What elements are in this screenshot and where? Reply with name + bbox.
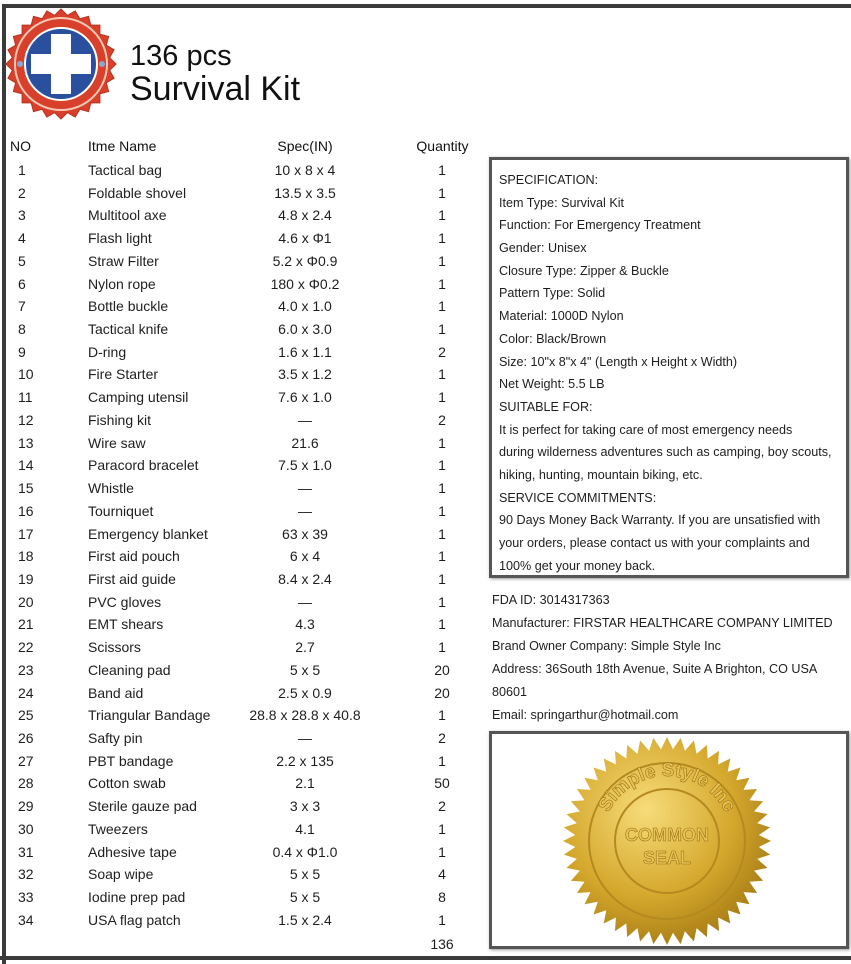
item-quantity: 8 bbox=[438, 889, 446, 906]
spec-line: SPECIFICATION: bbox=[499, 173, 599, 187]
item-number: 32 bbox=[18, 866, 34, 883]
table-row bbox=[0, 685, 480, 707]
item-quantity: 1 bbox=[438, 207, 446, 224]
table-row bbox=[0, 435, 480, 457]
item-name: PVC gloves bbox=[88, 593, 162, 610]
item-spec: 6.0 x 3.0 bbox=[278, 321, 332, 338]
item-quantity: 1 bbox=[438, 707, 446, 724]
item-spec: 0.4 x Φ1.0 bbox=[272, 843, 338, 860]
item-number: 14 bbox=[18, 457, 34, 474]
item-spec: 21.6 bbox=[291, 434, 319, 451]
item-spec: 4.1 bbox=[295, 820, 315, 837]
table-row bbox=[0, 707, 480, 729]
item-number: 28 bbox=[18, 775, 34, 792]
item-quantity: 50 bbox=[434, 775, 450, 792]
item-number: 16 bbox=[18, 502, 34, 519]
item-name: EMT shears bbox=[88, 616, 164, 633]
item-name: Tactical knife bbox=[88, 321, 169, 338]
item-quantity: 2 bbox=[438, 411, 446, 428]
item-number: 21 bbox=[18, 616, 34, 633]
item-number: 9 bbox=[18, 343, 26, 360]
header-quantity: Quantity bbox=[416, 138, 469, 154]
item-number: 19 bbox=[18, 570, 34, 587]
item-spec: 1.5 x 2.4 bbox=[278, 911, 332, 928]
info-line: FDA ID: 3014317363 bbox=[492, 593, 610, 607]
kit-title: Survival Kit bbox=[130, 70, 301, 108]
item-quantity: 1 bbox=[438, 548, 446, 565]
table-row bbox=[0, 821, 480, 843]
spec-line: SUITABLE FOR: bbox=[499, 399, 593, 414]
item-name: First aid pouch bbox=[88, 548, 180, 565]
item-spec: 4.6 x Φ1 bbox=[278, 230, 332, 247]
info-line: Address: 36South 18th Avenue, Suite A Brighton, CO USA bbox=[492, 662, 818, 676]
item-spec: — bbox=[298, 593, 312, 610]
table-row bbox=[0, 366, 480, 388]
table-row bbox=[0, 457, 480, 479]
item-name: Band aid bbox=[88, 684, 144, 701]
item-quantity: 1 bbox=[438, 457, 446, 474]
item-spec: 10 x 8 x 4 bbox=[274, 162, 336, 178]
total-quantity: 136 bbox=[430, 936, 454, 952]
item-quantity: 4 bbox=[438, 866, 446, 883]
item-name: Iodine prep pad bbox=[88, 889, 186, 906]
spec-line: 100% get your money back. bbox=[499, 558, 656, 573]
table-row bbox=[0, 798, 480, 820]
item-name: Scissors bbox=[88, 639, 141, 656]
item-quantity: 1 bbox=[438, 843, 446, 860]
item-spec: 1.6 x 1.1 bbox=[278, 343, 332, 360]
item-number: 31 bbox=[18, 843, 34, 860]
item-quantity: 20 bbox=[434, 684, 450, 701]
item-quantity: 1 bbox=[438, 911, 446, 928]
seal-center-line1: COMMON bbox=[625, 825, 709, 845]
spec-line: Pattern Type: Solid bbox=[499, 286, 606, 301]
item-quantity: 1 bbox=[438, 252, 446, 269]
item-number: 33 bbox=[18, 889, 34, 906]
item-name: Foldable shovel bbox=[88, 184, 187, 201]
item-spec: 7.6 x 1.0 bbox=[278, 389, 332, 406]
table-row bbox=[0, 321, 480, 343]
table-row bbox=[0, 775, 480, 797]
item-name: Soap wipe bbox=[88, 866, 154, 883]
item-name: Fishing kit bbox=[88, 411, 152, 428]
info-line: Brand Owner Company: Simple Style Inc bbox=[492, 639, 721, 653]
piece-count-title: 136 pcs bbox=[130, 40, 232, 72]
item-name: Bottle buckle bbox=[88, 298, 169, 315]
item-number: 15 bbox=[18, 480, 34, 497]
table-row bbox=[0, 276, 480, 298]
table-row bbox=[0, 730, 480, 752]
item-name: Emergency blanket bbox=[88, 525, 208, 542]
item-quantity: 20 bbox=[434, 661, 450, 678]
item-number: 7 bbox=[18, 298, 26, 315]
item-spec: 8.4 x 2.4 bbox=[278, 570, 332, 587]
item-spec: 2.5 x 0.9 bbox=[278, 684, 332, 701]
item-name: Camping utensil bbox=[88, 389, 189, 406]
spec-line: hiking, hunting, mountain biking, etc. bbox=[499, 467, 703, 482]
item-quantity: 1 bbox=[438, 162, 446, 178]
item-number: 29 bbox=[18, 798, 34, 815]
item-quantity: 1 bbox=[438, 525, 446, 542]
table-row bbox=[0, 548, 480, 570]
specification-box bbox=[489, 157, 849, 578]
table-row bbox=[0, 866, 480, 888]
item-quantity: 1 bbox=[438, 502, 446, 519]
item-name: Paracord bracelet bbox=[88, 457, 199, 474]
item-number: 5 bbox=[18, 252, 26, 269]
first-aid-cross-logo-icon bbox=[5, 8, 117, 120]
item-name: PBT bandage bbox=[88, 752, 174, 769]
item-number: 6 bbox=[18, 275, 26, 292]
gold-seal-icon bbox=[562, 736, 772, 946]
item-spec: 5 x 5 bbox=[289, 661, 321, 678]
spec-line: Net Weight: 5.5 LB bbox=[499, 377, 605, 392]
item-name: Tweezers bbox=[88, 820, 148, 837]
item-number: 4 bbox=[18, 230, 26, 247]
table-row bbox=[0, 526, 480, 548]
item-number: 11 bbox=[18, 389, 33, 406]
item-name: Adhesive tape bbox=[88, 843, 177, 860]
item-name: Fire Starter bbox=[88, 366, 159, 383]
item-quantity: 1 bbox=[438, 230, 446, 247]
item-number: 8 bbox=[18, 321, 26, 338]
item-quantity: 1 bbox=[438, 639, 446, 656]
table-row bbox=[0, 298, 480, 320]
header-no: NO bbox=[10, 138, 31, 154]
item-spec: 4.3 bbox=[295, 616, 315, 633]
item-spec: 2.7 bbox=[295, 639, 315, 656]
item-quantity: 2 bbox=[438, 730, 446, 746]
item-number: 10 bbox=[18, 366, 34, 383]
item-spec: — bbox=[298, 502, 312, 519]
item-spec: — bbox=[298, 730, 312, 746]
table-row bbox=[0, 185, 480, 207]
spec-line: Function: For Emergency Treatment bbox=[499, 218, 701, 233]
table-row bbox=[0, 480, 480, 502]
table-row bbox=[0, 344, 480, 366]
item-number: 25 bbox=[18, 707, 34, 724]
item-quantity: 2 bbox=[438, 798, 446, 815]
item-quantity: 1 bbox=[438, 389, 446, 406]
item-quantity: 1 bbox=[438, 434, 446, 451]
item-number: 13 bbox=[18, 434, 34, 451]
table-row bbox=[0, 594, 480, 616]
item-name: Tactical bag bbox=[88, 162, 162, 178]
spec-line: 90 Days Money Back Warranty. If you are unsatisfied with bbox=[499, 513, 821, 528]
item-spec: 3.5 x 1.2 bbox=[278, 366, 332, 383]
item-name: Triangular Bandage bbox=[88, 707, 211, 724]
item-number: 2 bbox=[18, 184, 26, 201]
table-row bbox=[0, 662, 480, 684]
item-spec: 5 x 5 bbox=[289, 889, 321, 906]
bottom-border bbox=[0, 956, 851, 960]
spec-line: Color: Black/Brown bbox=[499, 331, 607, 346]
table-row bbox=[0, 389, 480, 411]
item-name: USA flag patch bbox=[88, 911, 181, 928]
item-quantity: 1 bbox=[438, 820, 446, 837]
item-name: Straw Filter bbox=[88, 252, 159, 269]
item-quantity: 2 bbox=[438, 343, 446, 360]
item-quantity: 1 bbox=[438, 752, 446, 769]
item-number: 17 bbox=[18, 525, 34, 542]
item-number: 18 bbox=[18, 548, 34, 565]
item-spec: 6 x 4 bbox=[289, 548, 321, 565]
item-number: 22 bbox=[18, 639, 34, 656]
item-name: Whistle bbox=[88, 480, 134, 497]
item-spec: 2.2 x 135 bbox=[276, 752, 334, 769]
item-name: Cotton swab bbox=[88, 775, 166, 792]
item-name: Sterile gauze pad bbox=[88, 798, 197, 815]
table-row bbox=[0, 844, 480, 866]
item-quantity: 1 bbox=[438, 298, 446, 315]
item-quantity: 1 bbox=[438, 616, 446, 633]
spec-line: during wilderness adventures such as camping, boy scouts, bbox=[499, 445, 832, 460]
item-number: 3 bbox=[18, 207, 26, 224]
item-number: 12 bbox=[18, 411, 34, 428]
spec-line: Closure Type: Zipper & Buckle bbox=[499, 263, 669, 278]
item-spec: 5 x 5 bbox=[289, 866, 321, 883]
table-row bbox=[0, 412, 480, 434]
item-spec: 63 x 39 bbox=[282, 525, 328, 542]
info-line: Manufacturer: FIRSTAR HEALTHCARE COMPANY LIMITED bbox=[492, 616, 833, 630]
item-name: Nylon rope bbox=[88, 275, 156, 292]
item-number: 34 bbox=[18, 911, 34, 928]
table-row bbox=[0, 639, 480, 661]
item-name: Safty pin bbox=[88, 730, 143, 746]
item-spec: 2.1 bbox=[295, 775, 315, 792]
info-line: Email: springarthur@hotmail.com bbox=[492, 708, 679, 722]
item-name: Wire saw bbox=[88, 434, 146, 451]
table-row bbox=[0, 616, 480, 638]
table-row bbox=[0, 503, 480, 525]
item-name: Cleaning pad bbox=[88, 661, 171, 678]
item-name: Multitool axe bbox=[88, 207, 167, 224]
info-line: 80601 bbox=[492, 685, 528, 699]
table-row bbox=[0, 889, 480, 911]
item-spec: — bbox=[298, 480, 312, 497]
item-spec: 180 x Φ0.2 bbox=[270, 275, 340, 292]
item-quantity: 1 bbox=[438, 593, 446, 610]
item-quantity: 1 bbox=[438, 480, 446, 497]
item-spec: 7.5 x 1.0 bbox=[278, 457, 332, 474]
table-row bbox=[0, 571, 480, 593]
item-name: Tourniquet bbox=[88, 502, 154, 519]
item-quantity: 1 bbox=[438, 570, 446, 587]
spec-line: Material: 1000D Nylon bbox=[499, 309, 624, 324]
item-quantity: 1 bbox=[438, 321, 446, 338]
item-name: Flash light bbox=[88, 230, 152, 247]
header-item-name: Itme Name bbox=[88, 138, 157, 154]
table-row bbox=[0, 162, 480, 184]
seal-ring-text: Simple Style Inc bbox=[594, 759, 740, 816]
item-number: 1 bbox=[18, 162, 26, 178]
seal-center-line2: SEAL bbox=[642, 848, 692, 868]
spec-line: SERVICE COMMITMENTS: bbox=[499, 490, 657, 505]
company-info bbox=[492, 589, 847, 727]
spec-line: Size: 10"x 8"x 4" (Length x Height x Width) bbox=[499, 354, 738, 369]
item-number: 27 bbox=[18, 752, 34, 769]
spec-line: Item Type: Survival Kit bbox=[499, 195, 625, 210]
header-spec: Spec(IN) bbox=[277, 138, 333, 154]
spec-line: your orders, please contact us with your complaints and bbox=[499, 536, 810, 550]
table-row bbox=[0, 207, 480, 229]
seal-box bbox=[489, 731, 849, 949]
item-quantity: 1 bbox=[438, 184, 446, 201]
item-spec: 28.8 x 28.8 x 40.8 bbox=[249, 707, 361, 724]
item-spec: 4.8 x 2.4 bbox=[278, 207, 332, 224]
item-spec: 3 x 3 bbox=[289, 798, 321, 815]
spec-line: It is perfect for taking care of most emergency needs bbox=[499, 422, 793, 437]
item-number: 30 bbox=[18, 820, 34, 837]
spec-line: Gender: Unisex bbox=[499, 241, 587, 256]
item-quantity: 1 bbox=[438, 366, 446, 383]
item-spec: 4.0 x 1.0 bbox=[278, 298, 332, 315]
table-row bbox=[0, 912, 480, 934]
table-row bbox=[0, 253, 480, 275]
item-number: 20 bbox=[18, 593, 34, 610]
item-number: 23 bbox=[18, 661, 34, 678]
item-spec: 13.5 x 3.5 bbox=[274, 184, 336, 201]
item-spec: — bbox=[298, 411, 312, 428]
table-row bbox=[0, 753, 480, 775]
item-name: D-ring bbox=[88, 343, 127, 360]
item-number: 26 bbox=[18, 730, 34, 746]
item-number: 24 bbox=[18, 684, 34, 701]
item-spec: 5.2 x Φ0.9 bbox=[272, 252, 338, 269]
item-name: First aid guide bbox=[88, 570, 176, 587]
table-row bbox=[0, 230, 480, 252]
item-quantity: 1 bbox=[438, 275, 446, 292]
